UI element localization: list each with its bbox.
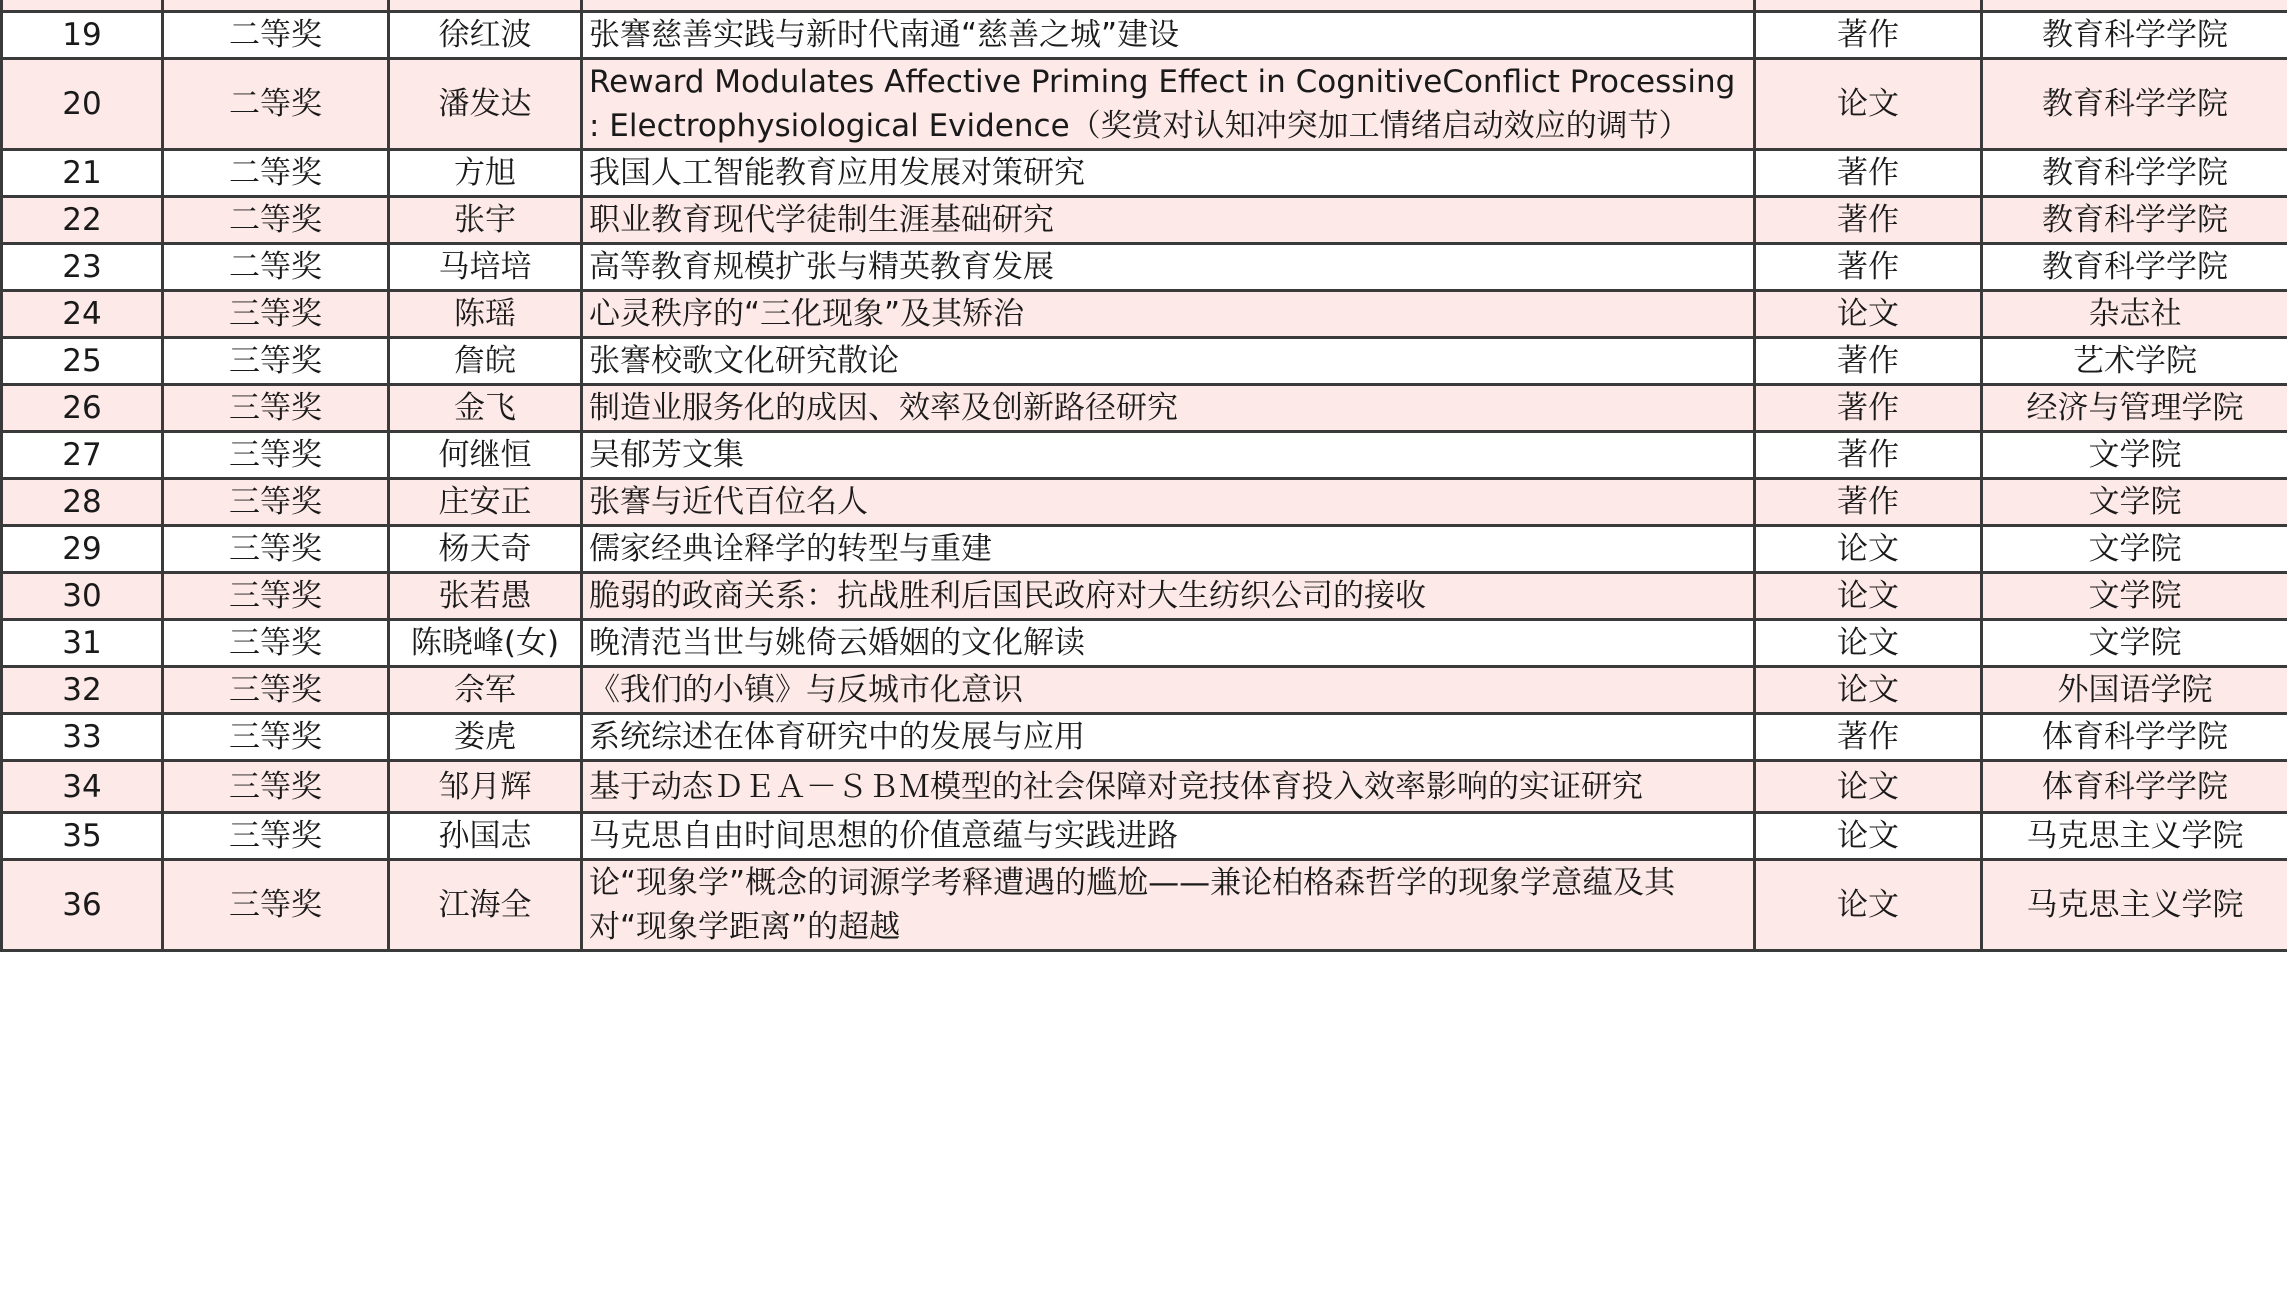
- cell-title: 张謇与近代百位名人: [582, 479, 1755, 526]
- cell-author: 詹皖: [389, 338, 582, 385]
- cell-author: 陈晓峰(女): [389, 620, 582, 667]
- table-row: [2, 197, 2287, 244]
- cell-title: [582, 0, 1755, 12]
- cell-unit: 经济与管理学院: [1982, 385, 2287, 432]
- table-row: [2, 620, 2287, 667]
- cell-number: 29: [2, 526, 163, 573]
- table-row: [2, 667, 2287, 714]
- cell-unit: 文学院: [1982, 526, 2287, 573]
- cell-author: 张宇: [389, 197, 582, 244]
- cell-author: 金飞: [389, 385, 582, 432]
- cell-title: 晚清范当世与姚倚云婚姻的文化解读: [582, 620, 1755, 667]
- cell-award-grade: 三等奖: [163, 813, 389, 860]
- cell-title: 心灵秩序的“三化现象”及其矫治: [582, 291, 1755, 338]
- table-row: [2, 432, 2287, 479]
- cell-award-grade: 三等奖: [163, 432, 389, 479]
- cell-title: 脆弱的政商关系：抗战胜利后国民政府对大生纺织公司的接收: [582, 573, 1755, 620]
- cell-work-type: 著作: [1755, 244, 1982, 291]
- cell-number: 28: [2, 479, 163, 526]
- table-row: [2, 291, 2287, 338]
- cell-author: 孙国志: [389, 813, 582, 860]
- cell-author: 潘发达: [389, 59, 582, 150]
- cell-author: 庄安正: [389, 479, 582, 526]
- cell-unit: 文学院: [1982, 620, 2287, 667]
- cell-work-type: 著作: [1755, 338, 1982, 385]
- cell-unit: [1982, 0, 2287, 12]
- cell-work-type: 论文: [1755, 573, 1982, 620]
- cell-number: 31: [2, 620, 163, 667]
- cell-work-type: 著作: [1755, 150, 1982, 197]
- table-row: [2, 150, 2287, 197]
- cell-number: 34: [2, 761, 163, 813]
- table-row: [2, 813, 2287, 860]
- cell-unit: 教育科学学院: [1982, 150, 2287, 197]
- cell-author: 何继恒: [389, 432, 582, 479]
- cell-number: 19: [2, 12, 163, 59]
- cell-work-type: 著作: [1755, 197, 1982, 244]
- awards-table-body: [2, 0, 2287, 951]
- cell-unit: 教育科学学院: [1982, 12, 2287, 59]
- cell-author: 方旭: [389, 150, 582, 197]
- cell-work-type: 著作: [1755, 479, 1982, 526]
- cell-award-grade: 三等奖: [163, 479, 389, 526]
- cell-title: 职业教育现代学徒制生涯基础研究: [582, 197, 1755, 244]
- cell-work-type: 论文: [1755, 860, 1982, 951]
- cell-number: 27: [2, 432, 163, 479]
- cell-title: 《我们的小镇》与反城市化意识: [582, 667, 1755, 714]
- table-row: [2, 479, 2287, 526]
- cell-unit: 教育科学学院: [1982, 59, 2287, 150]
- cell-number: [2, 0, 163, 12]
- cell-title: 张謇校歌文化研究散论: [582, 338, 1755, 385]
- cell-work-type: 论文: [1755, 761, 1982, 813]
- cell-work-type: 著作: [1755, 714, 1982, 761]
- cell-unit: 外国语学院: [1982, 667, 2287, 714]
- table-row: [2, 526, 2287, 573]
- cell-unit: 马克思主义学院: [1982, 860, 2287, 951]
- cell-award-grade: 三等奖: [163, 385, 389, 432]
- cell-unit: 文学院: [1982, 432, 2287, 479]
- table-row: [2, 573, 2287, 620]
- cell-number: 24: [2, 291, 163, 338]
- cell-unit: 体育科学学院: [1982, 761, 2287, 813]
- cell-work-type: 论文: [1755, 667, 1982, 714]
- cell-number: 36: [2, 860, 163, 951]
- cell-unit: 教育科学学院: [1982, 244, 2287, 291]
- cell-award-grade: 三等奖: [163, 667, 389, 714]
- table-row: [2, 244, 2287, 291]
- cell-work-type: 论文: [1755, 620, 1982, 667]
- cell-author: 邹月辉: [389, 761, 582, 813]
- cell-title: 论“现象学”概念的词源学考释遭遇的尴尬——兼论柏格森哲学的现象学意蕴及其对“现象学距离”的超越: [582, 860, 1755, 951]
- cell-number: 21: [2, 150, 163, 197]
- cell-title: 吴郁芳文集: [582, 432, 1755, 479]
- table-row: [2, 714, 2287, 761]
- cell-title: 制造业服务化的成因、效率及创新路径研究: [582, 385, 1755, 432]
- cell-number: 26: [2, 385, 163, 432]
- cell-number: 32: [2, 667, 163, 714]
- cell-award-grade: 三等奖: [163, 338, 389, 385]
- cell-unit: 杂志社: [1982, 291, 2287, 338]
- cell-work-type: [1755, 0, 1982, 12]
- cell-title: 我国人工智能教育应用发展对策研究: [582, 150, 1755, 197]
- cell-unit: 艺术学院: [1982, 338, 2287, 385]
- cell-award-grade: 三等奖: [163, 291, 389, 338]
- cell-award-grade: 二等奖: [163, 150, 389, 197]
- cell-author: 杨天奇: [389, 526, 582, 573]
- cell-work-type: 论文: [1755, 291, 1982, 338]
- cell-unit: 文学院: [1982, 573, 2287, 620]
- cell-work-type: 著作: [1755, 432, 1982, 479]
- cell-award-grade: 三等奖: [163, 860, 389, 951]
- cell-work-type: 论文: [1755, 59, 1982, 150]
- cell-number: 20: [2, 59, 163, 150]
- cell-author: 陈瑶: [389, 291, 582, 338]
- cell-author: 张若愚: [389, 573, 582, 620]
- table-row: [2, 338, 2287, 385]
- cell-author: [389, 0, 582, 12]
- cell-work-type: 论文: [1755, 526, 1982, 573]
- cell-title: 基于动态ＤＥＡ－ＳＢＭ模型的社会保障对竞技体育投入效率影响的实证研究: [582, 761, 1755, 813]
- cell-award-grade: 二等奖: [163, 197, 389, 244]
- cell-unit: 文学院: [1982, 479, 2287, 526]
- table-row: [2, 860, 2287, 951]
- cell-award-grade: 三等奖: [163, 714, 389, 761]
- cell-author: 江海全: [389, 860, 582, 951]
- cell-award-grade: 二等奖: [163, 12, 389, 59]
- cell-number: 33: [2, 714, 163, 761]
- cell-title: 高等教育规模扩张与精英教育发展: [582, 244, 1755, 291]
- cell-number: 25: [2, 338, 163, 385]
- cell-award-grade: 三等奖: [163, 573, 389, 620]
- table-row: [2, 12, 2287, 59]
- table-row: [2, 59, 2287, 150]
- cell-number: 22: [2, 197, 163, 244]
- cell-author: 马培培: [389, 244, 582, 291]
- cell-work-type: 著作: [1755, 12, 1982, 59]
- cell-work-type: 论文: [1755, 813, 1982, 860]
- cell-number: 35: [2, 813, 163, 860]
- cell-author: 佘军: [389, 667, 582, 714]
- cell-title: 马克思自由时间思想的价值意蕴与实践进路: [582, 813, 1755, 860]
- cell-title: 儒家经典诠释学的转型与重建: [582, 526, 1755, 573]
- cell-title: 系统综述在体育研究中的发展与应用: [582, 714, 1755, 761]
- table-row: [2, 385, 2287, 432]
- cell-award-grade: 二等奖: [163, 244, 389, 291]
- cell-award-grade: 三等奖: [163, 761, 389, 813]
- cell-author: 徐红波: [389, 12, 582, 59]
- cell-award-grade: 三等奖: [163, 620, 389, 667]
- cell-number: 23: [2, 244, 163, 291]
- cell-title: 张謇慈善实践与新时代南通“慈善之城”建设: [582, 12, 1755, 59]
- cell-award-grade: [163, 0, 389, 12]
- cell-award-grade: 二等奖: [163, 59, 389, 150]
- table-row: [2, 761, 2287, 813]
- cell-number: 30: [2, 573, 163, 620]
- cell-unit: 马克思主义学院: [1982, 813, 2287, 860]
- cell-title: Reward Modulates Affective Priming Effect in CognitiveConflict Processing : Electrophysiological Evidence（奖赏对认知冲突加工情绪启动效应的调节）: [582, 59, 1755, 150]
- cell-unit: 体育科学学院: [1982, 714, 2287, 761]
- cell-award-grade: 三等奖: [163, 526, 389, 573]
- cell-unit: 教育科学学院: [1982, 197, 2287, 244]
- table-row: [2, 0, 2287, 12]
- cell-author: 娄虎: [389, 714, 582, 761]
- cell-work-type: 著作: [1755, 385, 1982, 432]
